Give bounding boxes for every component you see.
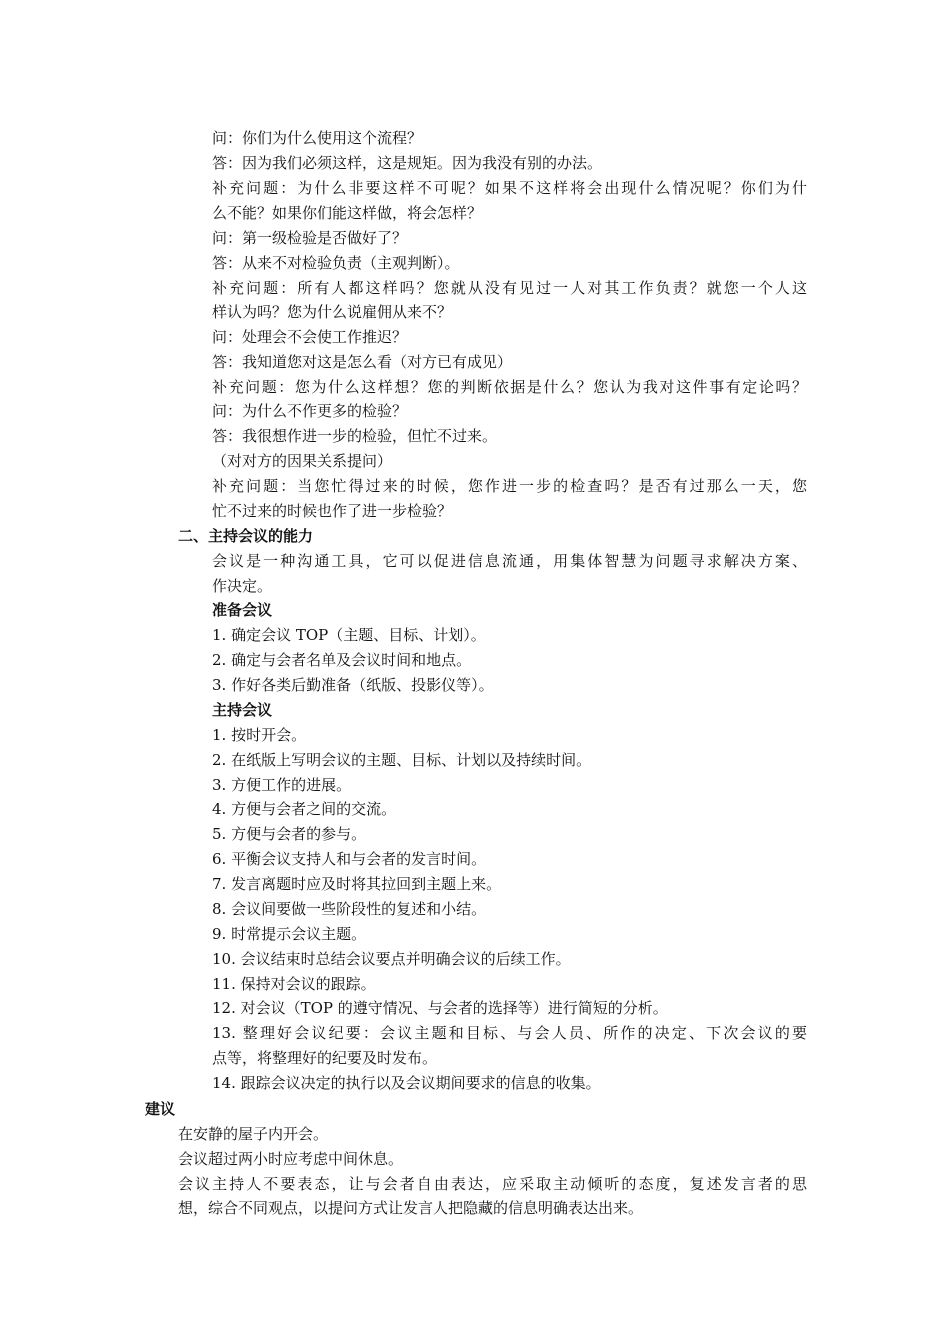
- qa-line: 补充问题：当您忙得过来的时候，您作进一步的检查吗？是否有过那么一天，您: [212, 477, 807, 495]
- intro-line: 会议是一种沟通工具，它可以促进信息流通，用集体智慧为问题寻求解决方案、: [212, 552, 807, 570]
- list-item: 8. 会议间要做一些阶段性的复述和小结。: [212, 900, 487, 918]
- list-item: 2. 在纸版上写明会议的主题、目标、计划以及持续时间。: [212, 751, 592, 769]
- list-item: 3. 作好各类后勤准备（纸版、投影仪等）。: [212, 676, 494, 694]
- list-item: 14. 跟踪会议决定的执行以及会议期间要求的信息的收集。: [212, 1074, 601, 1092]
- intro-line: 作决定。: [212, 577, 273, 595]
- qa-line: 么不能？如果你们能这样做，将会怎样？: [212, 204, 483, 222]
- list-item: 1. 确定会议 TOP（主题、目标、计划）。: [212, 626, 486, 644]
- suggestion-line: 在安静的屋子内开会。: [178, 1125, 329, 1143]
- list-item: 2. 确定与会者名单及会议时间和地点。: [212, 651, 472, 669]
- list-item: 5. 方便与会者的参与。: [212, 825, 367, 843]
- suggestion-line: 想，综合不同观点，以提问方式让发言人把隐藏的信息明确表达出来。: [178, 1199, 644, 1217]
- list-item: 1. 按时开会。: [212, 726, 307, 744]
- qa-line: 问：处理会不会使工作推迟？: [212, 328, 408, 346]
- list-item-continuation: 点等，将整理好的纪要及时发布。: [212, 1049, 438, 1067]
- section-heading: 二、主持会议的能力: [178, 527, 314, 545]
- list-item: 7. 发言离题时应及时将其拉回到主题上来。: [212, 875, 502, 893]
- qa-line: 问：你们为什么使用这个流程？: [212, 129, 423, 147]
- qa-line: 忙不过来的时候也作了进一步检验？: [212, 502, 453, 520]
- suggestion-line: 会议超过两小时应考虑中间休息。: [178, 1150, 404, 1168]
- list-item: 3. 方便工作的进展。: [212, 776, 352, 794]
- list-item: 9. 时常提示会议主题。: [212, 925, 367, 943]
- list-item: 4. 方便与会者之间的交流。: [212, 800, 397, 818]
- qa-line: 问：为什么不作更多的检验？: [212, 402, 408, 420]
- list-item: 6. 平衡会议支持人和与会者的发言时间。: [212, 850, 487, 868]
- qa-line: 答：从来不对检验负责（主观判断）。: [212, 254, 460, 272]
- suggestion-line: 会议主持人不要表态，让与会者自由表达，应采取主动倾听的态度，复述发言者的思: [178, 1175, 807, 1193]
- qa-line: 答：我很想作进一步的检验，但忙不过来。: [212, 427, 498, 445]
- section-heading-suggestions: 建议: [145, 1100, 176, 1118]
- list-item: 13. 整理好会议纪要：会议主题和目标、与会人员、所作的决定、下次会议的要: [212, 1024, 807, 1042]
- qa-line: 答：因为我们必须这样，这是规矩。因为我没有别的办法。: [212, 154, 603, 172]
- qa-line: （对对方的因果关系提问）: [212, 452, 393, 470]
- subsection-heading-prepare: 准备会议: [212, 601, 273, 619]
- list-item: 11. 保持对会议的跟踪。: [212, 975, 376, 993]
- qa-line: 补充问题：为什么非要这样不可呢？如果不这样将会出现什么情况呢？你们为什: [212, 179, 807, 197]
- qa-line: 补充问题：您为什么这样想？您的判断依据是什么？您认为我对这件事有定论吗？: [212, 378, 807, 396]
- list-item: 12. 对会议（TOP 的遵守情况、与会者的选择等）进行简短的分析。: [212, 999, 668, 1017]
- qa-line: 答：我知道您对这是怎么看（对方已有成见）: [212, 353, 513, 371]
- qa-line: 样认为吗？您为什么说雇佣从来不？: [212, 303, 453, 321]
- qa-line: 问：第一级检验是否做好了？: [212, 229, 408, 247]
- subsection-heading-host: 主持会议: [212, 701, 273, 719]
- list-item: 10. 会议结束时总结会议要点并明确会议的后续工作。: [212, 950, 571, 968]
- qa-line: 补充问题：所有人都这样吗？您就从没有见过一人对其工作负责？就您一个人这: [212, 279, 807, 297]
